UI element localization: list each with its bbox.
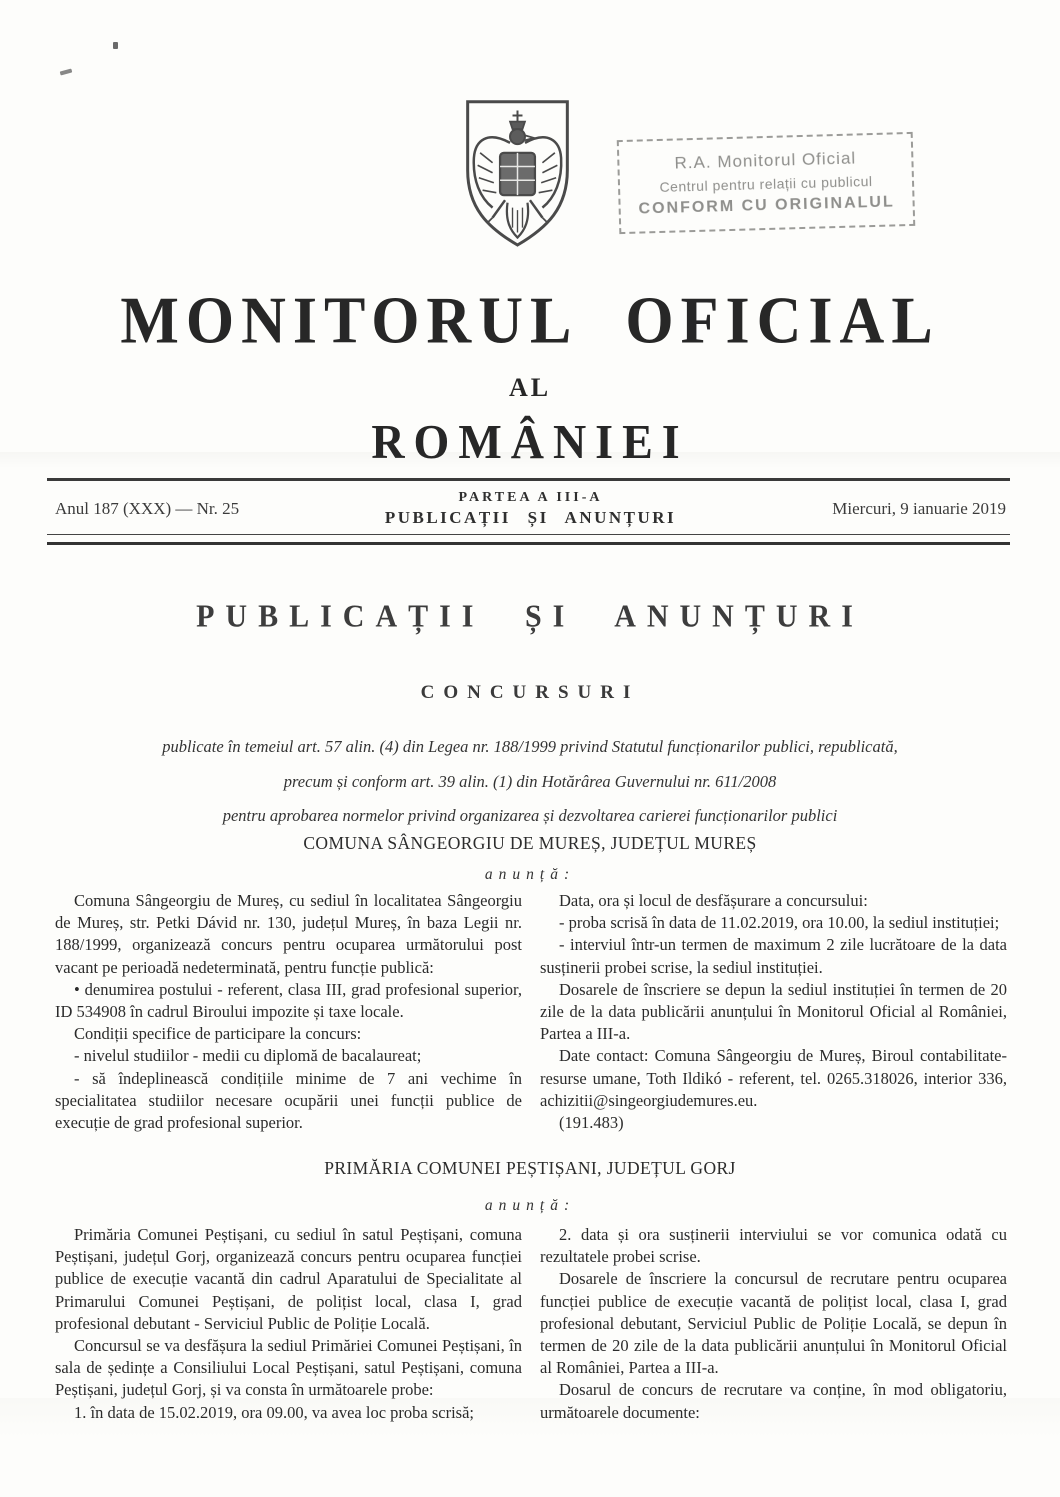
announcement2-left-column <box>55 1224 522 1424</box>
stamp-line: Centrul pentru relații cu publicul <box>659 172 873 195</box>
masthead-middle: AL <box>508 373 552 402</box>
paragraph: Dosarele de înscriere la concursul de recrutare pentru ocuparea funcției publice de execuție vacantă de polițist local, clasa I, grad profesional debutant, Serviciul Public de Poliție Locală, se depun în termen de 20 zile de la data publicării anunțului în Monitorul Oficial al României, Partea a III-a. <box>540 1269 1007 1378</box>
paragraph: - să îndeplinească condițiile minime de 7 ani vechime în specialitatea studiilor necesare ocupării unei funcții publice de execuție de grad profesional superior. <box>55 1068 522 1133</box>
paragraph: - interviul într-un termen de maximum 2 zile lucrătoare de la data susținerii probei scrise, la sediul instituției. <box>540 935 1007 977</box>
part-number: PARTEA A III-A <box>458 490 603 505</box>
paragraph: - nivelul studiilor - medii cu diplomă de bacalaureat; <box>74 1046 422 1066</box>
scan-artifact <box>60 69 73 76</box>
legal-basis-line: precum și conform art. 39 alin. (1) din Hotărârea Guvernului nr. 611/2008 <box>283 772 777 791</box>
romania-coat-of-arms <box>455 98 580 250</box>
paragraph: Dosarul de concurs de recrutare va conține, în mod obligatoriu, următoarele documente: <box>540 1380 1007 1422</box>
legal-basis-line: pentru aprobarea normelor privind organizarea și dezvoltarea carierei funcționarilor publici <box>222 806 838 825</box>
paragraph: - proba scrisă în data de 11.02.2019, ora 10.00, la sediul instituției; <box>559 913 1000 933</box>
paragraph: Date contact: Comuna Sângeorgiu de Mureș, Biroul contabilitate-resurse umane, Toth Ildikó - referent, tel. 0265.318026, interior 336, achizitii@singeorgiudemures.eu. <box>540 1046 1007 1110</box>
masthead <box>0 286 1060 468</box>
header-bar <box>47 486 1010 532</box>
part-info <box>355 490 706 528</box>
header-rule-top <box>47 478 1010 481</box>
section-subtitle: CONCURSURI <box>420 682 640 703</box>
org-heading-sangeorgiu: COMUNA SÂNGEORGIU DE MUREȘ, JUDEȚUL MUREȘ <box>303 833 757 853</box>
paragraph: Comuna Sângeorgiu de Mureș, cu sediul în localitatea Sângeorgiu de Mureș, str. Petki Dávid nr. 130, județul Mureș, în baza Legii nr. 188/1999, organizează concurs pentru ocuparea următorului post vacant pe perioadă nedeterminată, pentru funcție publică: <box>55 891 522 977</box>
masthead-title: MONITORUL OFICIAL <box>120 284 940 358</box>
approval-stamp <box>617 132 916 234</box>
announcement1-body <box>55 890 1007 1134</box>
paragraph: Dosarele de înscriere se depun la sediul instituției în termen de 20 zile de la data publicării anunțului în Monitorul Oficial al României, Partea a III-a. <box>540 979 1007 1044</box>
header-rule-bottom <box>47 534 1010 545</box>
paragraph: 1. în data de 15.02.2019, ora 09.00, va avea loc proba scrisă; <box>74 1402 475 1422</box>
paragraph: 2. data și ora susținerii interviului se vor comunica odată cu rezultatele probei scrise. <box>540 1225 1007 1267</box>
paragraph: Condiții specifice de participare la concurs: <box>74 1024 362 1044</box>
paragraph: (191.483) <box>559 1113 624 1133</box>
announcement1-right-column <box>540 890 1007 1134</box>
announcement1-left-column <box>55 890 522 1134</box>
section-title: PUBLICAȚII ȘI ANUNȚURI <box>196 599 864 634</box>
paragraph: • denumirea postului - referent, clasa III, grad profesional superior, ID 534908 în cadrul Biroului impozite și taxe locale. <box>55 979 522 1022</box>
stamp-line: R.A. Monitorul Oficial <box>674 148 857 173</box>
part-title: PUBLICAȚII ȘI ANUNȚURI <box>384 508 677 527</box>
stamp-line: CONFORM CU ORIGINALUL <box>638 193 895 218</box>
paragraph: Data, ora și locul de desfășurare a concursului: <box>559 891 868 910</box>
announcement2-body <box>55 1224 1007 1424</box>
announcement2-right-column <box>540 1224 1007 1424</box>
edition-info: Anul 187 (XXX) — Nr. 25 <box>55 499 240 518</box>
paragraph: Primăria Comunei Peștișani, cu sediul în satul Peștișani, comuna Peștișani, județul Gorj, organizează concurs pentru ocuparea funcției publice de execuție vacantă din cadrul Aparatului de Specialitate al Primarului Comunei Peștișani, de polițist local, clasa I, grad profesional debutant - Serviciul Public de Poliție Locală. <box>55 1225 522 1333</box>
masthead-country: ROMÂNIEI <box>371 414 689 469</box>
announce-label: anunță: <box>484 866 576 883</box>
date-info: Miercuri, 9 ianuarie 2019 <box>832 499 1006 518</box>
paragraph: Concursul se va desfășura la sediul Primăriei Comunei Peștișani, în sala de ședințe a Consiliului Local Peștișani, satul Peștișani, comuna Peștișani, județul Gorj, și va consta în următoarele probe: <box>55 1336 522 1400</box>
scan-artifact <box>113 42 118 49</box>
org-heading-pestisani: PRIMĂRIA COMUNEI PEȘTIȘANI, JUDEȚUL GORJ <box>324 1158 736 1178</box>
legal-basis-line: publicate în temeiul art. 57 alin. (4) din Legea nr. 188/1999 privind Statutul funcționarilor publici, republicată, <box>162 737 898 756</box>
announce-label: anunță: <box>484 1197 576 1214</box>
